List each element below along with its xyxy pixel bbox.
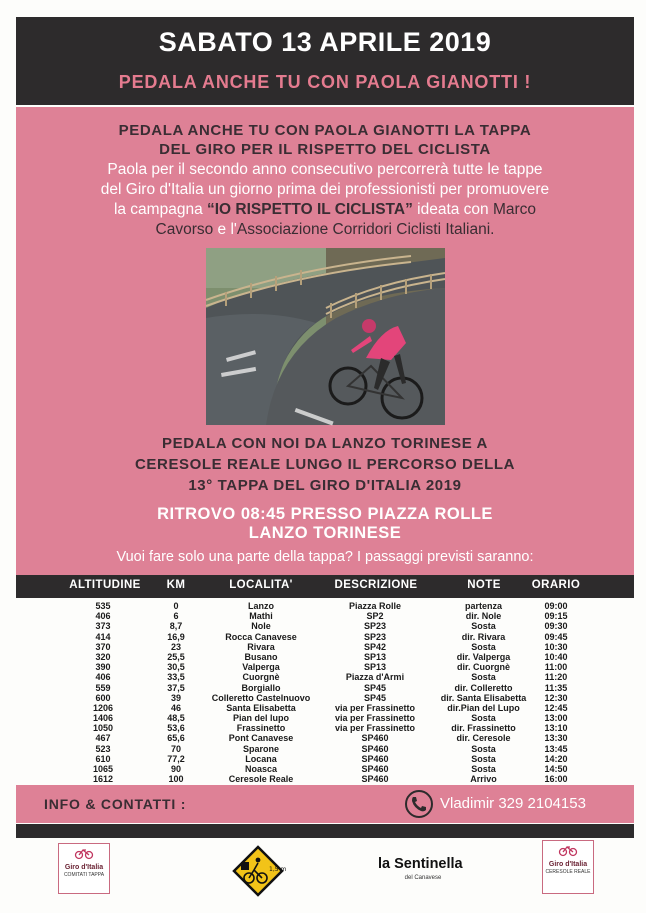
col-location-header: LOCALITA' <box>229 579 293 591</box>
footer-divider <box>16 824 634 838</box>
cell-time: 09:30 <box>544 621 568 632</box>
cell-description: via per Frassinetto <box>334 723 416 734</box>
cell-location: Valperga <box>242 662 280 673</box>
cell-description: SP460 <box>361 753 389 764</box>
cell-location: Busano <box>244 651 278 662</box>
cell-time: 10:30 <box>544 641 568 652</box>
cell-time: 09:15 <box>544 611 568 622</box>
logo-caption: COMITATI TAPPA <box>63 872 105 878</box>
cell-description: SP13 <box>363 662 387 673</box>
cell-time: 13:10 <box>544 723 568 734</box>
cell-description: SP23 <box>363 621 387 632</box>
table-row <box>16 621 634 631</box>
logo-caption: CERESOLE REALE <box>545 869 591 875</box>
cell-time: 12:30 <box>544 692 568 703</box>
cell-time: 09:45 <box>544 631 568 642</box>
route-heading <box>16 433 634 496</box>
table-row <box>16 683 634 693</box>
intro-fragment: ideata con <box>412 201 493 218</box>
cell-altitude: 414 <box>95 631 111 642</box>
cell-time: 13:00 <box>544 713 568 724</box>
cell-notes: partenza <box>464 601 502 611</box>
campaign-name: “IO RISPETTO IL CICLISTA” <box>207 201 413 218</box>
meeting-line: LANZO TORINESE <box>248 524 402 542</box>
cell-altitude: 406 <box>95 672 111 683</box>
table-row <box>16 642 634 652</box>
intro-line <box>16 200 634 220</box>
cell-notes: dir. Cuorgnè <box>456 662 510 673</box>
cell-altitude: 390 <box>95 662 111 673</box>
route-line: 13° TAPPA DEL GIRO D'ITALIA 2019 <box>188 477 462 494</box>
person-name: Marco <box>492 201 537 218</box>
cell-km: 70 <box>170 743 181 754</box>
cell-description: SP45 <box>363 692 387 703</box>
table-row <box>16 611 634 621</box>
cell-altitude: 600 <box>95 692 111 703</box>
cell-description: SP460 <box>361 733 389 744</box>
sponsor-subtitle: del Canavese <box>404 875 442 881</box>
cell-km: 90 <box>170 764 181 774</box>
table-row <box>16 744 634 754</box>
cell-description: SP45 <box>363 682 387 693</box>
cell-km: 65,6 <box>167 733 185 744</box>
col-description-header: DESCRIZIONE <box>334 579 418 591</box>
cell-description: SP23 <box>363 631 387 642</box>
logo-title: Giro d'Italia <box>548 861 588 868</box>
cell-time: 11:35 <box>544 682 568 693</box>
sign-distance-label: 1,5 m <box>269 866 287 873</box>
cell-altitude: 1612 <box>92 774 114 785</box>
cell-km: 37,5 <box>167 682 185 693</box>
cell-notes: dir. Ceresole <box>456 733 511 744</box>
meeting-line: RITROVO 08:45 PRESSO PIAZZA ROLLE <box>157 505 493 523</box>
cell-km: 46 <box>170 702 181 713</box>
table-row <box>16 632 634 642</box>
intro-heading-line: PEDALA ANCHE TU CON PAOLA GIANOTTI LA TAPPA <box>118 122 532 139</box>
cell-notes: Sosta <box>471 621 496 632</box>
schedule-table-body <box>16 601 634 784</box>
cell-altitude: 1050 <box>92 723 114 734</box>
cell-altitude: 535 <box>95 601 111 611</box>
phone-icon <box>404 789 434 819</box>
intro-heading <box>16 121 634 159</box>
cell-time: 14:20 <box>544 753 568 764</box>
cell-location: Santa Elisabetta <box>226 702 296 713</box>
cell-description: via per Frassinetto <box>334 713 416 724</box>
cell-notes: dir. Santa Elisabetta <box>440 692 527 703</box>
cell-km: 30,5 <box>167 662 185 673</box>
cell-altitude: 610 <box>95 753 111 764</box>
event-date: SABATO 13 APRILE 2019 <box>158 27 492 57</box>
cell-location: Rocca Canavese <box>225 631 297 642</box>
logo-title: Giro d'Italia <box>64 864 104 871</box>
intro-text <box>16 160 634 240</box>
cell-location: Nole <box>251 621 271 632</box>
cell-notes: dir. Colleretto <box>454 682 513 693</box>
cell-time: 11:20 <box>544 672 568 683</box>
cell-description: SP42 <box>363 641 387 652</box>
cell-km: 8,7 <box>169 621 183 632</box>
table-row <box>16 703 634 713</box>
cell-notes: dir. Frassinetto <box>451 723 516 734</box>
cell-notes: dir. Valperga <box>456 651 511 662</box>
cell-notes: Sosta <box>471 743 496 754</box>
contacts-bar <box>16 785 634 823</box>
cell-location: Pian del lupo <box>232 713 289 724</box>
cell-time: 10:40 <box>544 651 568 662</box>
cell-time: 12:45 <box>544 702 568 713</box>
table-row <box>16 774 634 784</box>
cell-description: SP13 <box>363 651 387 662</box>
cell-description: SP460 <box>361 774 389 785</box>
main-panel <box>16 107 634 580</box>
cell-notes: Sosta <box>471 672 496 683</box>
cell-km: 25,5 <box>167 651 185 662</box>
cell-km: 0 <box>173 601 179 611</box>
cell-km: 53,6 <box>167 723 185 734</box>
intro-line: del Giro d'Italia un giorno prima dei professionisti per promuovere <box>100 181 550 198</box>
cell-altitude: 320 <box>95 651 111 662</box>
cell-notes: Sosta <box>471 764 496 774</box>
cell-location: Locana <box>245 753 277 764</box>
cell-km: 100 <box>168 774 184 785</box>
table-row <box>16 662 634 672</box>
cell-altitude: 373 <box>95 621 111 632</box>
cyclist-distance-sign <box>232 845 287 897</box>
col-notes-header: NOTE <box>467 579 501 591</box>
cell-notes: Sosta <box>471 753 496 764</box>
cell-notes: dir.Pian del Lupo <box>447 702 520 713</box>
cell-km: 23 <box>170 641 181 652</box>
intro-line: Paola per il secondo anno consecutivo percorrerà tutte le tappe <box>107 161 543 178</box>
contacts-label: INFO & CONTATTI : <box>44 796 187 812</box>
route-line: CERESOLE REALE LUNGO IL PERCORSO DELLA <box>134 456 516 473</box>
cell-altitude: 1206 <box>92 702 114 713</box>
table-row <box>16 764 634 774</box>
giro-comitati-logo <box>58 843 110 894</box>
intro-heading-line: DEL GIRO PER IL RISPETTO DEL CICLISTA <box>159 141 491 158</box>
cell-time: 09:00 <box>544 601 568 611</box>
event-subtitle: PEDALA ANCHE TU CON PAOLA GIANOTTI ! <box>118 72 532 92</box>
cell-altitude: 1065 <box>92 764 114 774</box>
cell-location: Colleretto Castelnuovo <box>211 692 311 703</box>
table-row <box>16 672 634 682</box>
intro-line <box>16 220 634 240</box>
cell-location: Cuorgnè <box>242 672 280 683</box>
cell-altitude: 406 <box>95 611 111 622</box>
intro-fragment: la campagna <box>113 201 207 218</box>
cell-location: Rivara <box>247 641 275 652</box>
cell-location: Sparone <box>242 743 279 754</box>
cell-description: SP460 <box>361 743 389 754</box>
cell-time: 13:30 <box>544 733 568 744</box>
col-altitude-header: ALTITUDINE <box>69 579 141 591</box>
cell-altitude: 467 <box>95 733 111 744</box>
cell-notes: Sosta <box>471 641 496 652</box>
cell-altitude: 370 <box>95 641 111 652</box>
table-row <box>16 652 634 662</box>
bicycle-icon <box>558 844 578 856</box>
cell-km: 16,9 <box>167 631 185 642</box>
cell-notes: Arrivo <box>470 774 497 785</box>
cell-altitude: 523 <box>95 743 111 754</box>
cell-notes: dir. Nole <box>465 611 502 622</box>
cell-location: Borgiallo <box>241 682 281 693</box>
bicycle-icon <box>74 847 94 859</box>
cell-time: 13:45 <box>544 743 568 754</box>
schedule-table-header <box>16 575 634 598</box>
person-name: Cavorso <box>155 221 214 238</box>
cell-description: Piazza Rolle <box>348 601 402 611</box>
partial-route-question: Vuoi fare solo una parte della tappa? I passaggi previsti saranno: <box>116 549 534 565</box>
cell-time: 14:50 <box>544 764 568 774</box>
cell-altitude: 1406 <box>92 713 114 724</box>
table-row <box>16 733 634 743</box>
route-line: PEDALA CON NOI DA LANZO TORINESE A <box>162 435 488 452</box>
cell-time: 11:00 <box>544 662 568 673</box>
cell-description: SP2 <box>366 611 384 622</box>
col-time-header: ORARIO <box>531 579 581 591</box>
cell-altitude: 559 <box>95 682 111 693</box>
cell-km: 77,2 <box>167 753 185 764</box>
cell-notes: dir. Rivara <box>461 631 506 642</box>
cell-notes: Sosta <box>471 713 496 724</box>
association-name: Associazione Corridori Ciclisti Italiani. <box>236 221 495 238</box>
cell-location: Frassinetto <box>236 723 286 734</box>
table-row <box>16 723 634 733</box>
cell-description: Piazza d'Armi <box>345 672 405 683</box>
cell-location: Noasca <box>244 764 278 774</box>
cell-km: 48,5 <box>167 713 185 724</box>
cell-km: 39 <box>170 692 181 703</box>
table-row <box>16 601 634 611</box>
intro-fragment: e l' <box>213 221 237 238</box>
meeting-point <box>16 505 634 543</box>
cell-time: 16:00 <box>544 774 568 785</box>
cell-description: via per Frassinetto <box>334 702 416 713</box>
header-banner <box>16 17 634 105</box>
phone-number[interactable]: Vladimir 329 2104153 <box>440 795 586 812</box>
cyclist-photo <box>206 248 445 425</box>
giro-ceresole-logo <box>542 840 594 894</box>
cell-location: Pont Canavese <box>228 733 294 744</box>
cyclist-illustration <box>206 248 445 425</box>
cell-location: Ceresole Reale <box>228 774 294 785</box>
sponsor-name: la Sentinella <box>378 856 463 872</box>
table-row <box>16 754 634 764</box>
cell-km: 6 <box>173 611 179 622</box>
cell-description: SP460 <box>361 764 389 774</box>
cell-km: 33,5 <box>167 672 185 683</box>
cell-location: Mathi <box>249 611 273 622</box>
table-row <box>16 693 634 703</box>
col-km-header: KM <box>166 579 186 591</box>
cell-location: Lanzo <box>248 601 274 611</box>
table-row <box>16 713 634 723</box>
